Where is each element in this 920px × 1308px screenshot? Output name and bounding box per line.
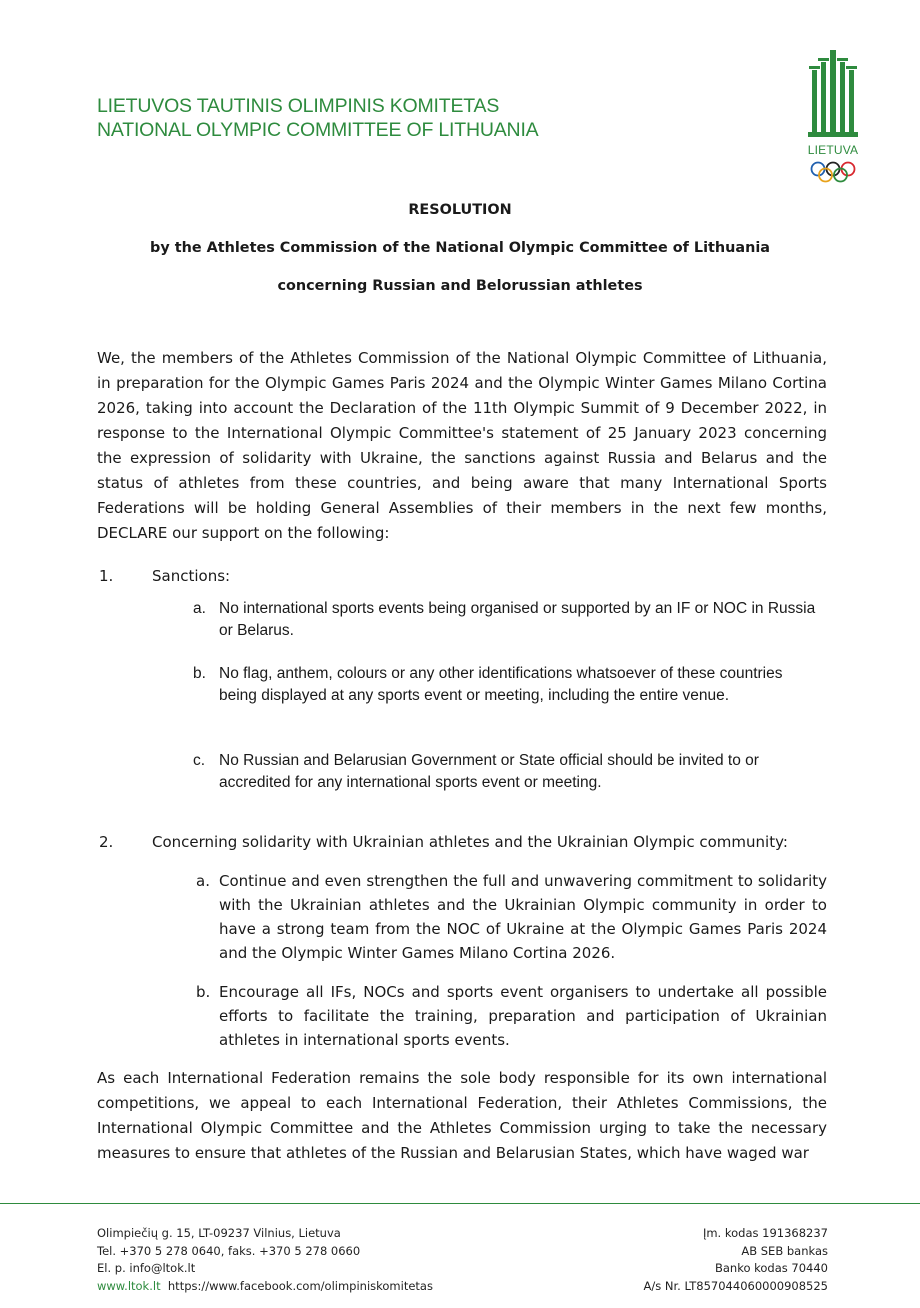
org-name-lithuanian: LIETUVOS TAUTINIS OLIMPINIS KOMITETAS bbox=[97, 95, 500, 117]
section-1b-label: b. bbox=[193, 665, 206, 682]
footer-company-code: Įm. kodas 191368237 bbox=[702, 1226, 828, 1240]
footer-account: A/s Nr. LT857044060000908525 bbox=[643, 1278, 828, 1293]
footer-phone: Tel. +370 5 278 0640, faks. +370 5 278 0660 bbox=[97, 1243, 361, 1258]
footer-website-link[interactable]: www.ltok.lt bbox=[97, 1278, 161, 1293]
footer-contact bbox=[97, 1225, 433, 1295]
section-1b-text: No flag, anthem, colours or any other identifications whatsoever of these countries being displayed at any sports event or meeting, including the entire venue. bbox=[219, 665, 783, 704]
closing-paragraph: As each International Federation remains the sole body responsible for its own international competitions, we appeal to each International Federation, their Athletes Commissions, the International Olympic Committee and the Athletes Commission urging to take the necessary measures to ensure that athletes of the Russian and Belarusian States, which have waged war bbox=[97, 1069, 827, 1162]
footer-facebook-link[interactable]: https://www.facebook.com/olimpiniskomitetas bbox=[167, 1278, 433, 1293]
document-subtitle: by the Athletes Commission of the National Olympic Committee of Lithuania bbox=[150, 240, 770, 256]
footer-email[interactable]: El. p. info@ltok.lt bbox=[97, 1261, 196, 1275]
footer-divider bbox=[0, 1203, 920, 1204]
section-1-number: 1. bbox=[99, 567, 114, 585]
intro-paragraph: We, the members of the Athletes Commission of the National Olympic Committee of Lithuania, in preparation for the Olympic Games Paris 2024 and the Olympic Winter Games Milano Cortina 2026, taking into account the Declaration of the 11th Olympic Summit of 9 December 2022, in response to the International Olympic Committee's statement of 25 January 2023 concerning the expression of solidarity with Ukraine, the sanctions against Russia and Belarus and the status of athletes from these countries, and being aware that many International Sports Federations will be holding General Assemblies of their members in the next few months, DECLARE our support on the following: bbox=[97, 349, 827, 542]
section-2a-text: Continue and even strengthen the full and unwavering commitment to solidarity with the Ukrainian athletes and the Ukrainian Olympic community in order to have a strong team from the NOC of Ukraine at the Olympic Games Paris 2024 and the Olympic Winter Games Milano Cortina 2026. bbox=[219, 872, 827, 962]
section-2-number: 2. bbox=[99, 833, 114, 851]
org-name-english: NATIONAL OLYMPIC COMMITTEE OF LITHUANIA bbox=[97, 119, 539, 141]
footer-bank: AB SEB bankas bbox=[741, 1243, 828, 1258]
footer-bank-code: Banko kodas 70440 bbox=[714, 1261, 828, 1275]
section-2-title: Concerning solidarity with Ukrainian athletes and the Ukrainian Olympic community: bbox=[152, 833, 788, 851]
section-2a-label: a. bbox=[196, 872, 210, 890]
section-1a-text: No international sports events being organised or supported by an IF or NOC in Russia or Belarus. bbox=[219, 600, 816, 639]
section-1-title: Sanctions: bbox=[152, 567, 231, 585]
footer-address: Olimpiečių g. 15, LT-09237 Vilnius, Lietuva bbox=[97, 1226, 341, 1240]
footer-company bbox=[643, 1225, 828, 1295]
olympic-rings-icon bbox=[809, 161, 857, 183]
pillars-emblem-icon bbox=[806, 48, 860, 140]
document-subject: concerning Russian and Belorussian athletes bbox=[277, 278, 643, 294]
organization-name bbox=[97, 94, 538, 142]
section-2b-label: b. bbox=[196, 983, 211, 1001]
document-title: RESOLUTION bbox=[408, 202, 512, 218]
logo-text: LIETUVA bbox=[807, 143, 859, 157]
footer-links bbox=[97, 1278, 433, 1296]
ltok-logo bbox=[806, 48, 860, 188]
section-2b-text: Encourage all IFs, NOCs and sports event organisers to undertake all possible efforts to facilitate the training, preparation and participation of Ukrainian athletes in international sports events. bbox=[219, 983, 827, 1049]
section-1a-label: a. bbox=[193, 600, 206, 617]
section-1c-label: c. bbox=[193, 752, 206, 769]
section-1c-text: No Russian and Belarusian Government or State official should be invited to or accredited for any international sports event or meeting. bbox=[219, 752, 759, 791]
